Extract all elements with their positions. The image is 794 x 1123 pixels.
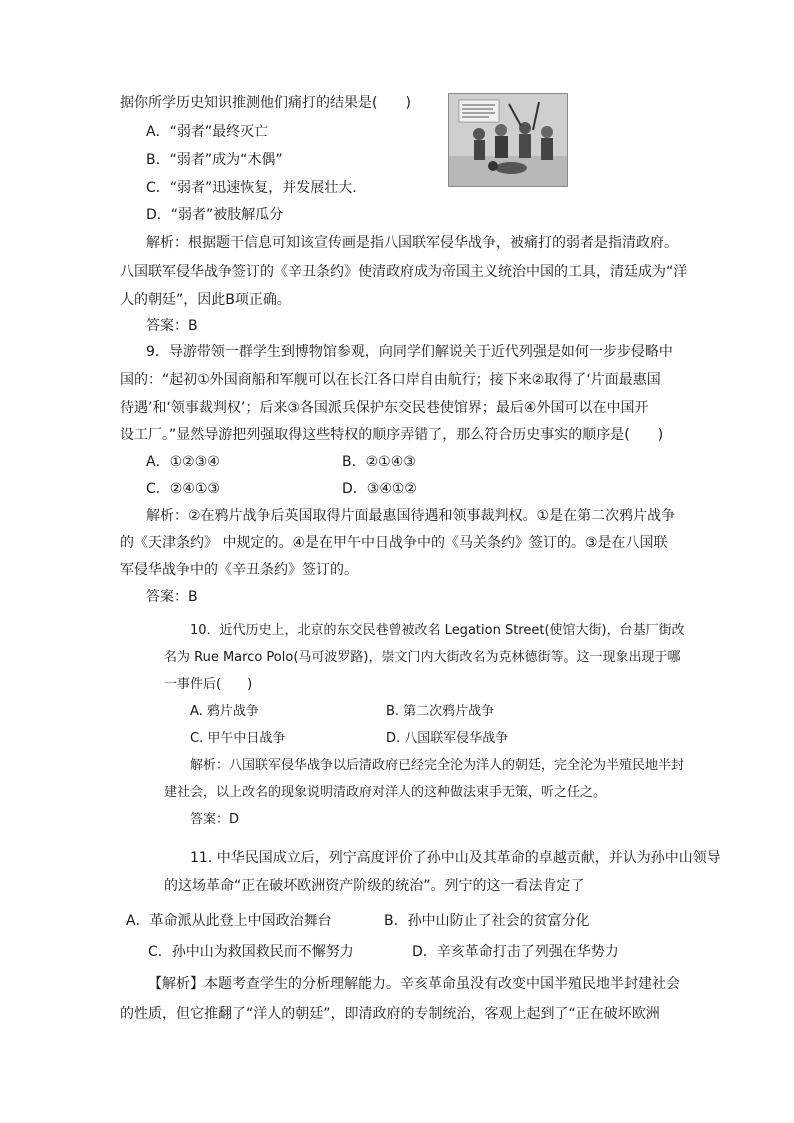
q9-stem-line-4: 设工厂。”显然导游把列强取得这些特权的顺序弄错了，那么符合历史事实的顺序是( )	[120, 427, 664, 443]
q10-stem-line-3: 一事件后( )	[164, 677, 253, 692]
q9-option-b: B．②①④③	[342, 454, 416, 470]
q10-option-c: C. 甲午中日战争	[190, 731, 286, 746]
q9-answer: 答案：B	[146, 589, 198, 605]
q8-answer: 答案：B	[146, 318, 198, 334]
q10-analysis-line-2: 建社会，以上改名的现象说明清政府对洋人的这种做法束手无策，听之任之。	[164, 785, 607, 800]
q8-option-c: C．“弱者”迅速恢复，并发展壮大.	[146, 180, 357, 196]
q9-analysis-line-1: 解析：②在鸦片战争后英国取得片面最惠国待遇和领事裁判权。①是在第二次鸦片战争	[146, 508, 676, 524]
propaganda-cartoon-image	[448, 93, 568, 187]
q10-option-b: B. 第二次鸦片战争	[386, 704, 495, 719]
q9-stem-line-3: 待遇’和‘领事裁判权’；后来③各国派兵保护东交民巷使馆界；最后④外国可以在中国开	[120, 400, 649, 416]
q9-analysis-line-2: 的《天津条约》 中规定的。④是在甲午中日战争中的《马关条约》签订的。③是在八国联	[120, 535, 668, 551]
q10-option-a: A. 鸦片战争	[190, 704, 259, 719]
q11-option-d: D．辛亥革命打击了列强在华势力	[412, 944, 619, 960]
q10-answer: 答案：D	[190, 812, 240, 827]
q11-option-c: C．孙中山为救国救民而不懈努力	[148, 944, 354, 960]
q10-stem-line-2: 名为 Rue Marco Polo(马可波罗路)，崇文门内大街改名为克林德街等。这一现象出现于哪	[164, 650, 681, 665]
q9-option-c: C．②④①③	[146, 481, 220, 497]
q9-analysis-line-3: 军侵华战争中的《辛丑条约》签订的。	[120, 562, 358, 578]
q11-option-a: A．革命派从此登上中国政治舞台	[126, 913, 332, 929]
q8-option-a: A．“弱者”最终灭亡	[146, 124, 269, 140]
q8-option-d: D．“弱者”被肢解瓜分	[146, 207, 284, 223]
q10-analysis-line-1: 解析：八国联军侵华战争以后清政府已经完全沦为洋人的朝廷，完全沦为半殖民地半封	[190, 758, 685, 773]
q9-stem-line-1: 9．导游带领一群学生到博物馆参观，向同学们解说关于近代列强是如何一步步侵略中	[146, 344, 673, 360]
q9-option-d: D．③④①②	[342, 481, 417, 497]
q8-stem: 据你所学历史知识推测他们痛打的结果是( )	[120, 95, 411, 111]
q9-stem-line-2: 国的：“起初①外国商船和军舰可以在长江各口岸自由航行；接下来②取得了‘片面最惠国	[120, 372, 661, 388]
q11-stem-line-2: 的这场革命“正在破坏欧洲资产阶级的统治”。列宁的这一看法肯定了	[164, 878, 585, 894]
q8-analysis-line-3: 人的朝廷”，因此B项正确。	[120, 292, 291, 308]
q8-option-b: B．“弱者”成为“木偶”	[146, 152, 283, 168]
q10-option-d: D. 八国联军侵华战争	[386, 731, 509, 746]
q10-stem-line-1: 10．近代历史上，北京的东交民巷曾被改名 Legation Street(使馆大街)，台基厂街改	[190, 623, 685, 638]
q11-option-b: B．孙中山防止了社会的贫富分化	[384, 913, 590, 929]
q8-analysis-line-2: 八国联军侵华战争签订的《辛丑条约》使清政府成为帝国主义统治中国的工具，清廷成为“洋	[120, 264, 688, 280]
q11-stem-line-1: 11. 中华民国成立后，列宁高度评价了孙中山及其革命的卓越贡献，并认为孙中山领导	[190, 850, 721, 866]
q11-analysis-line-2: 的性质，但它推翻了“洋人的朝廷”，即清政府的专制统治，客观上起到了“正在破坏欧洲	[120, 1006, 660, 1022]
q8-analysis-line-1: 解析：根据题干信息可知该宣传画是指八国联军侵华战争，被痛打的弱者是指清政府。	[146, 235, 678, 251]
q9-option-a: A．①②③④	[146, 454, 220, 470]
q11-analysis-line-1: 【解析】本题考查学生的分析理解能力。辛亥革命虽没有改变中国半殖民地半封建社会	[148, 976, 680, 992]
